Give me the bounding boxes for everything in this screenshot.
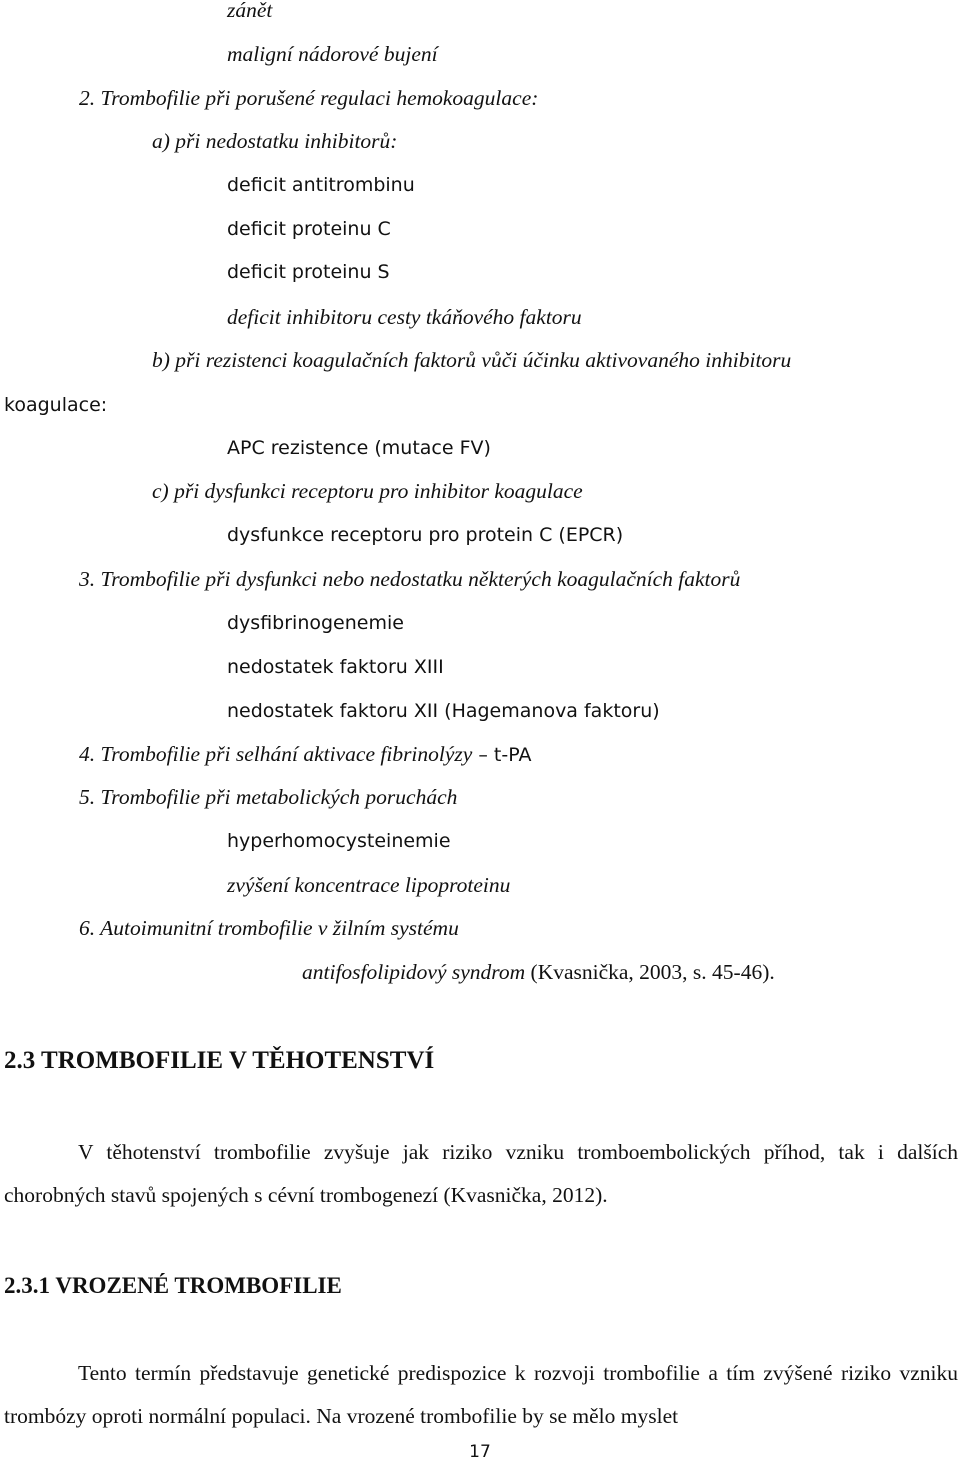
list-item-faktor-xii: nedostatek faktoru XII (Hagemanova faktoru) bbox=[227, 700, 660, 722]
list-heading-item-4 bbox=[79, 740, 531, 769]
page-number: 17 bbox=[469, 1442, 491, 1462]
section-2-3-1-text: Tento termín představuje genetické predispozice k rozvoji trombofilie a tím zvýšené riziko vzniku trombózy oproti normální populaci. Na vrozené trombofilie by se mělo myslet bbox=[4, 1361, 958, 1428]
section-2-3-text: V těhotenství trombofilie zvyšuje jak riziko vzniku tromboembolických příhod, tak i dalších chorobných stavů spojených s cévní trombogenezí (Kvasnička, 2012). bbox=[4, 1140, 958, 1207]
section-2-3-1-paragraph bbox=[4, 1352, 958, 1438]
list-item-koagulace: koagulace: bbox=[4, 394, 108, 416]
list-item-hyperhomocysteinemie: hyperhomocysteinemie bbox=[227, 830, 451, 852]
list-item-protein-s: deficit proteinu S bbox=[227, 261, 390, 283]
item-4-tpa: – t-PA bbox=[472, 744, 532, 766]
item-4-title: 4. Trombofilie při selhání aktivace fibrinolýzy bbox=[79, 742, 473, 766]
list-item-antitrombin: deficit antitrombinu bbox=[227, 174, 415, 196]
section-2-3-paragraph bbox=[4, 1131, 958, 1217]
list-item-faktor-xiii: nedostatek faktoru XIII bbox=[227, 656, 444, 678]
section-2-3-1-heading: 2.3.1 VROZENÉ TROMBOFILIE bbox=[4, 1273, 342, 1298]
list-item-zanet: zánět bbox=[227, 0, 273, 22]
list-heading-item-6: 6. Autoimunitní trombofilie v žilním systému bbox=[79, 916, 459, 940]
list-subheading-2b: b) při rezistenci koagulačních faktorů vůči účinku aktivovaného inhibitoru bbox=[152, 348, 792, 372]
list-item-lipoprotein: zvýšení koncentrace lipoproteinu bbox=[227, 873, 511, 897]
list-item-malignita: maligní nádorové bujení bbox=[227, 42, 438, 66]
list-item-tfpi: deficit inhibitoru cesty tkáňového faktoru bbox=[227, 305, 582, 329]
list-item-protein-c: deficit proteinu C bbox=[227, 218, 391, 240]
list-item-apc: APC rezistence (mutace FV) bbox=[227, 437, 491, 459]
list-heading-item-5: 5. Trombofilie při metabolických poruchách bbox=[79, 785, 458, 809]
section-2-3-heading: 2.3 TROMBOFILIE V TĚHOTENSTVÍ bbox=[4, 1047, 435, 1074]
list-item-dysfibrinogenemie: dysfibrinogenemie bbox=[227, 612, 404, 634]
list-heading-item-3: 3. Trombofilie při dysfunkci nebo nedostatku některých koagulačních faktorů bbox=[79, 567, 741, 591]
antifos-citation: (Kvasnička, 2003, s. 45-46). bbox=[525, 960, 775, 984]
list-subheading-2c: c) při dysfunkci receptoru pro inhibitor koagulace bbox=[152, 479, 583, 503]
list-item-epcr: dysfunkce receptoru pro protein C (EPCR) bbox=[227, 524, 624, 546]
antifos-syndrom: antifosfolipidový syndrom bbox=[302, 960, 526, 984]
list-heading-item-2: 2. Trombofilie při porušené regulaci hemokoagulace: bbox=[79, 86, 539, 110]
list-item-antifosfolipidovy bbox=[302, 958, 775, 986]
list-subheading-2a: a) při nedostatku inhibitorů: bbox=[152, 129, 398, 153]
